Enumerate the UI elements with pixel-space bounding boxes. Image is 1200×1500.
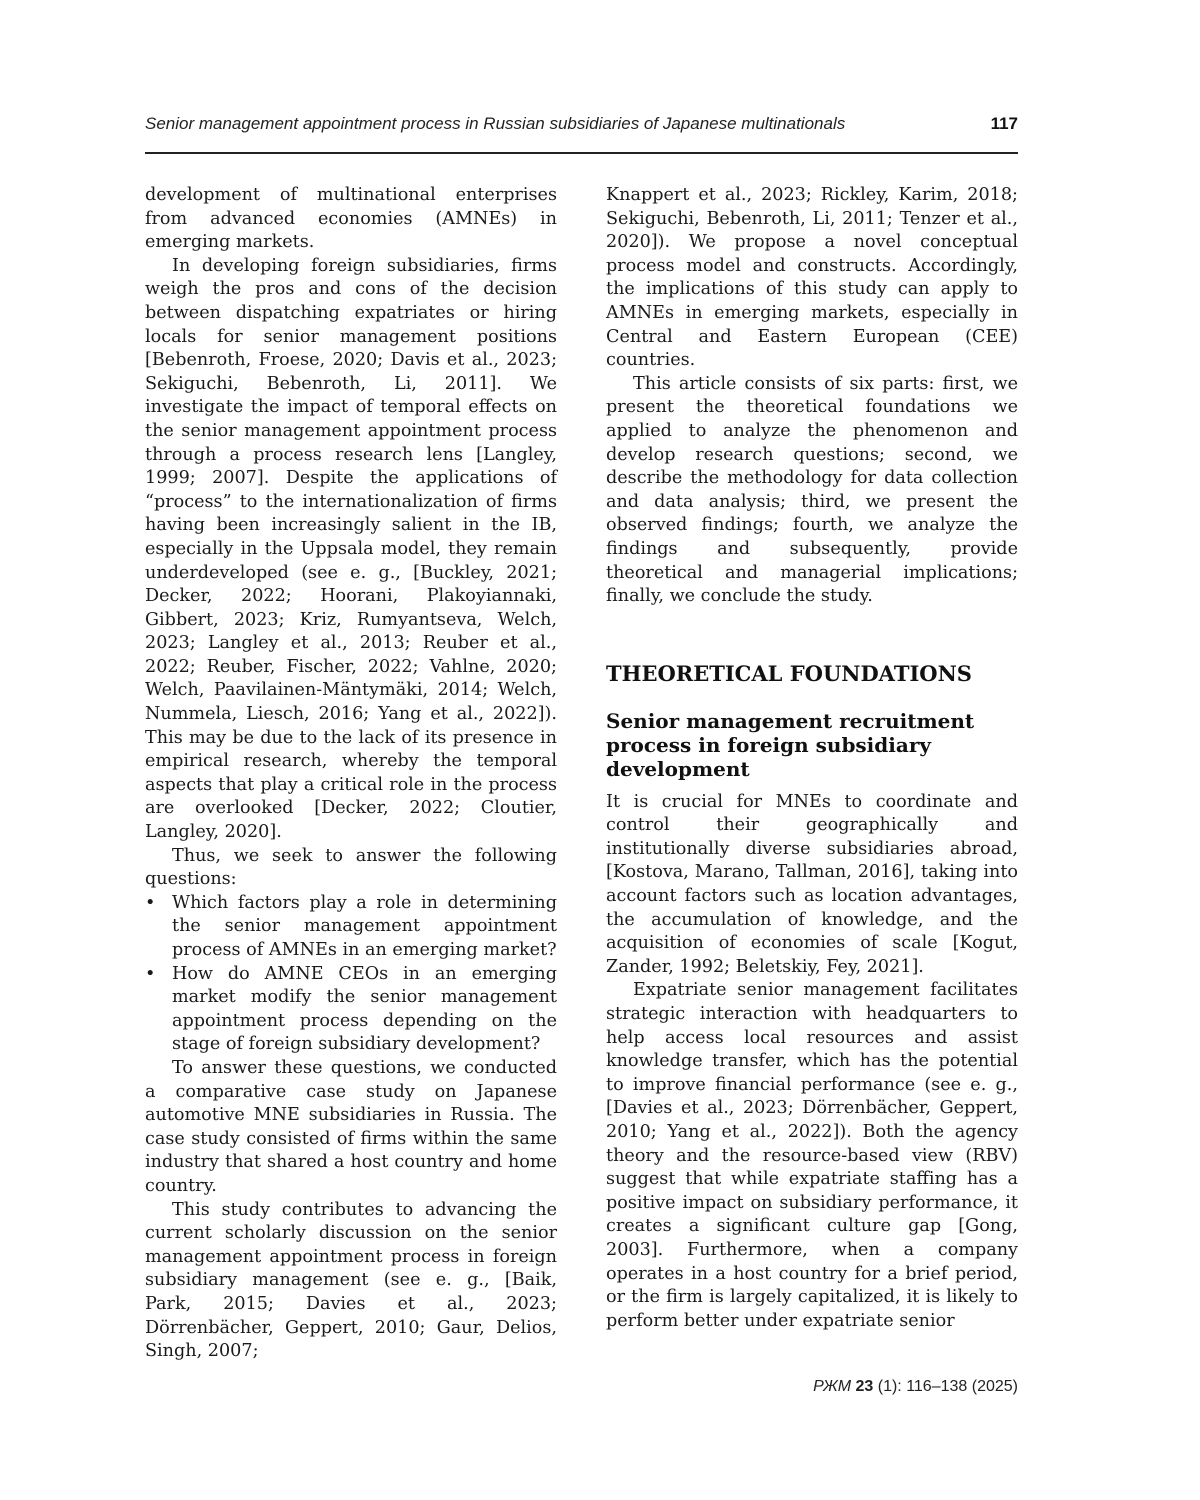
paragraph: In developing foreign subsidiaries, firms weigh the pros and cons of the decision between dispatching expatriates or hiring locals for senior management positions [Bebenroth, Froese, 2020; Davis et al., 2023; Sekiguchi, Bebenroth, Li, 2011]. We investigate the impact of temporal effects on the senior management appointment process through a process research lens [Langley, 1999; 2007]. Despite the applications of “process” to the internationalization of firms having been increasingly salient in the IB, especially in the Uppsala model, they remain underdeveloped (see e. g., [Buckley, 2021; Decker, 2022; Hoorani, Plakoyiannaki, Gibbert, 2023; Kriz, Rumyantseva, Welch, 2023; Langley et al., 2013; Reuber et al., 2022; Reuber, Fischer, 2022; Vahlne, 2020; Welch, Paavilainen-Mäntymäki, 2014; Welch, Nummela, Liesch, 2016; Yang et al., 2022]). This may be due to the lack of its presence in empirical research, whereby the temporal aspects that play a critical role in the process are overlooked [Decker, 2022; Cloutier, Langley, 2020]. (145, 255, 557, 843)
left-column (145, 184, 557, 1364)
page-number: 117 (990, 114, 1018, 133)
bullet-icon: • (145, 892, 156, 913)
right-column (606, 184, 1018, 1333)
footer-citation (813, 1378, 1018, 1396)
paragraph: This article consists of six parts: first, we present the theoretical foundations we applied to analyze the phenomenon and develop research questions; second, we describe the methodology for data collection and data analysis; third, we present the observed findings; fourth, we analyze the findings and subsequently, provide theoretical and managerial implications; finally, we conclude the study. (606, 373, 1018, 607)
bullet-icon: • (145, 963, 156, 984)
research-questions-list (145, 892, 557, 1057)
paragraph: Thus, we seek to answer the following questions: (145, 845, 557, 890)
list-item (145, 892, 557, 963)
volume-number: 23 (855, 1378, 874, 1395)
paragraph: development of multinational enterprises from advanced economies (AMNEs) in emerging markets. (145, 185, 557, 253)
paragraph: Expatriate senior management facilitates strategic interaction with headquarters to help access local resources and assist knowledge transfer, which has the potential to improve financial performance (see e. g., [Davies et al., 2023; Dörrenbächer, Geppert, 2010; Yang et al., 2022]). Both the agency theory and the resource-based view (RBV) suggest that while expatriate staffing has a positive impact on subsidiary performance, it creates a significant culture gap [Gong, 2003]. Furthermore, when a company operates in a host country for a brief period, or the firm is largely capitalized, it is likely to perform better under expatriate senior (606, 980, 1018, 1331)
subsection-heading: Senior management recruitment process in foreign subsidiary development (606, 708, 975, 781)
paragraph: It is crucial for MNEs to coordinate and control their geographically and institutionally diverse subsidiaries abroad, [Kostova, Marano, Tallman, 2016], taking into account factors such as location advantages, the accumulation of knowledge, and the acquisition of economies of scale [Kogut, Zander, 1992; Beletskiy, Fey, 2021]. (606, 791, 1018, 977)
list-item-text: How do AMNE CEOs in an emerging market modify the senior management appointment process depending on the stage of foreign subsidiary development? (172, 963, 557, 1055)
running-title: Senior management appointment process in Russian subsidiaries of Japanese multinationals (145, 114, 846, 133)
issue-pages: (1): 116–138 (2025) (877, 1378, 1018, 1395)
list-item (145, 963, 557, 1057)
list-item-text: Which factors play a role in determining the senior management appointment process of AMNEs in an emerging market? (172, 892, 557, 960)
section-heading: THEORETICAL FOUNDATIONS (606, 660, 972, 686)
paragraph: This study contributes to advancing the current scholarly discussion on the senior management appointment process in foreign subsidiary management (see e. g., [Baik, Park, 2015; Davies et al., 2023; Dörrenbächer, Geppert, 2010; Gaur, Delios, Singh, 2007; (145, 1199, 557, 1362)
paragraph: Knappert et al., 2023; Rickley, Karim, 2018; Sekiguchi, Bebenroth, Li, 2011; Tenzer et al., 2020]). We propose a novel conceptual process model and constructs. Accordingly, the implications of this study can apply to AMNEs in emerging markets, especially in Central and Eastern European (CEE) countries. (606, 185, 1018, 371)
journal-abbrev: РЖМ (813, 1378, 852, 1395)
paragraph: To answer these questions, we conducted a comparative case study on Japanese automotive MNE subsidiaries in Russia. The case study consisted of firms within the same industry that shared a host country and home country. (145, 1057, 557, 1196)
header-divider (145, 152, 1018, 154)
